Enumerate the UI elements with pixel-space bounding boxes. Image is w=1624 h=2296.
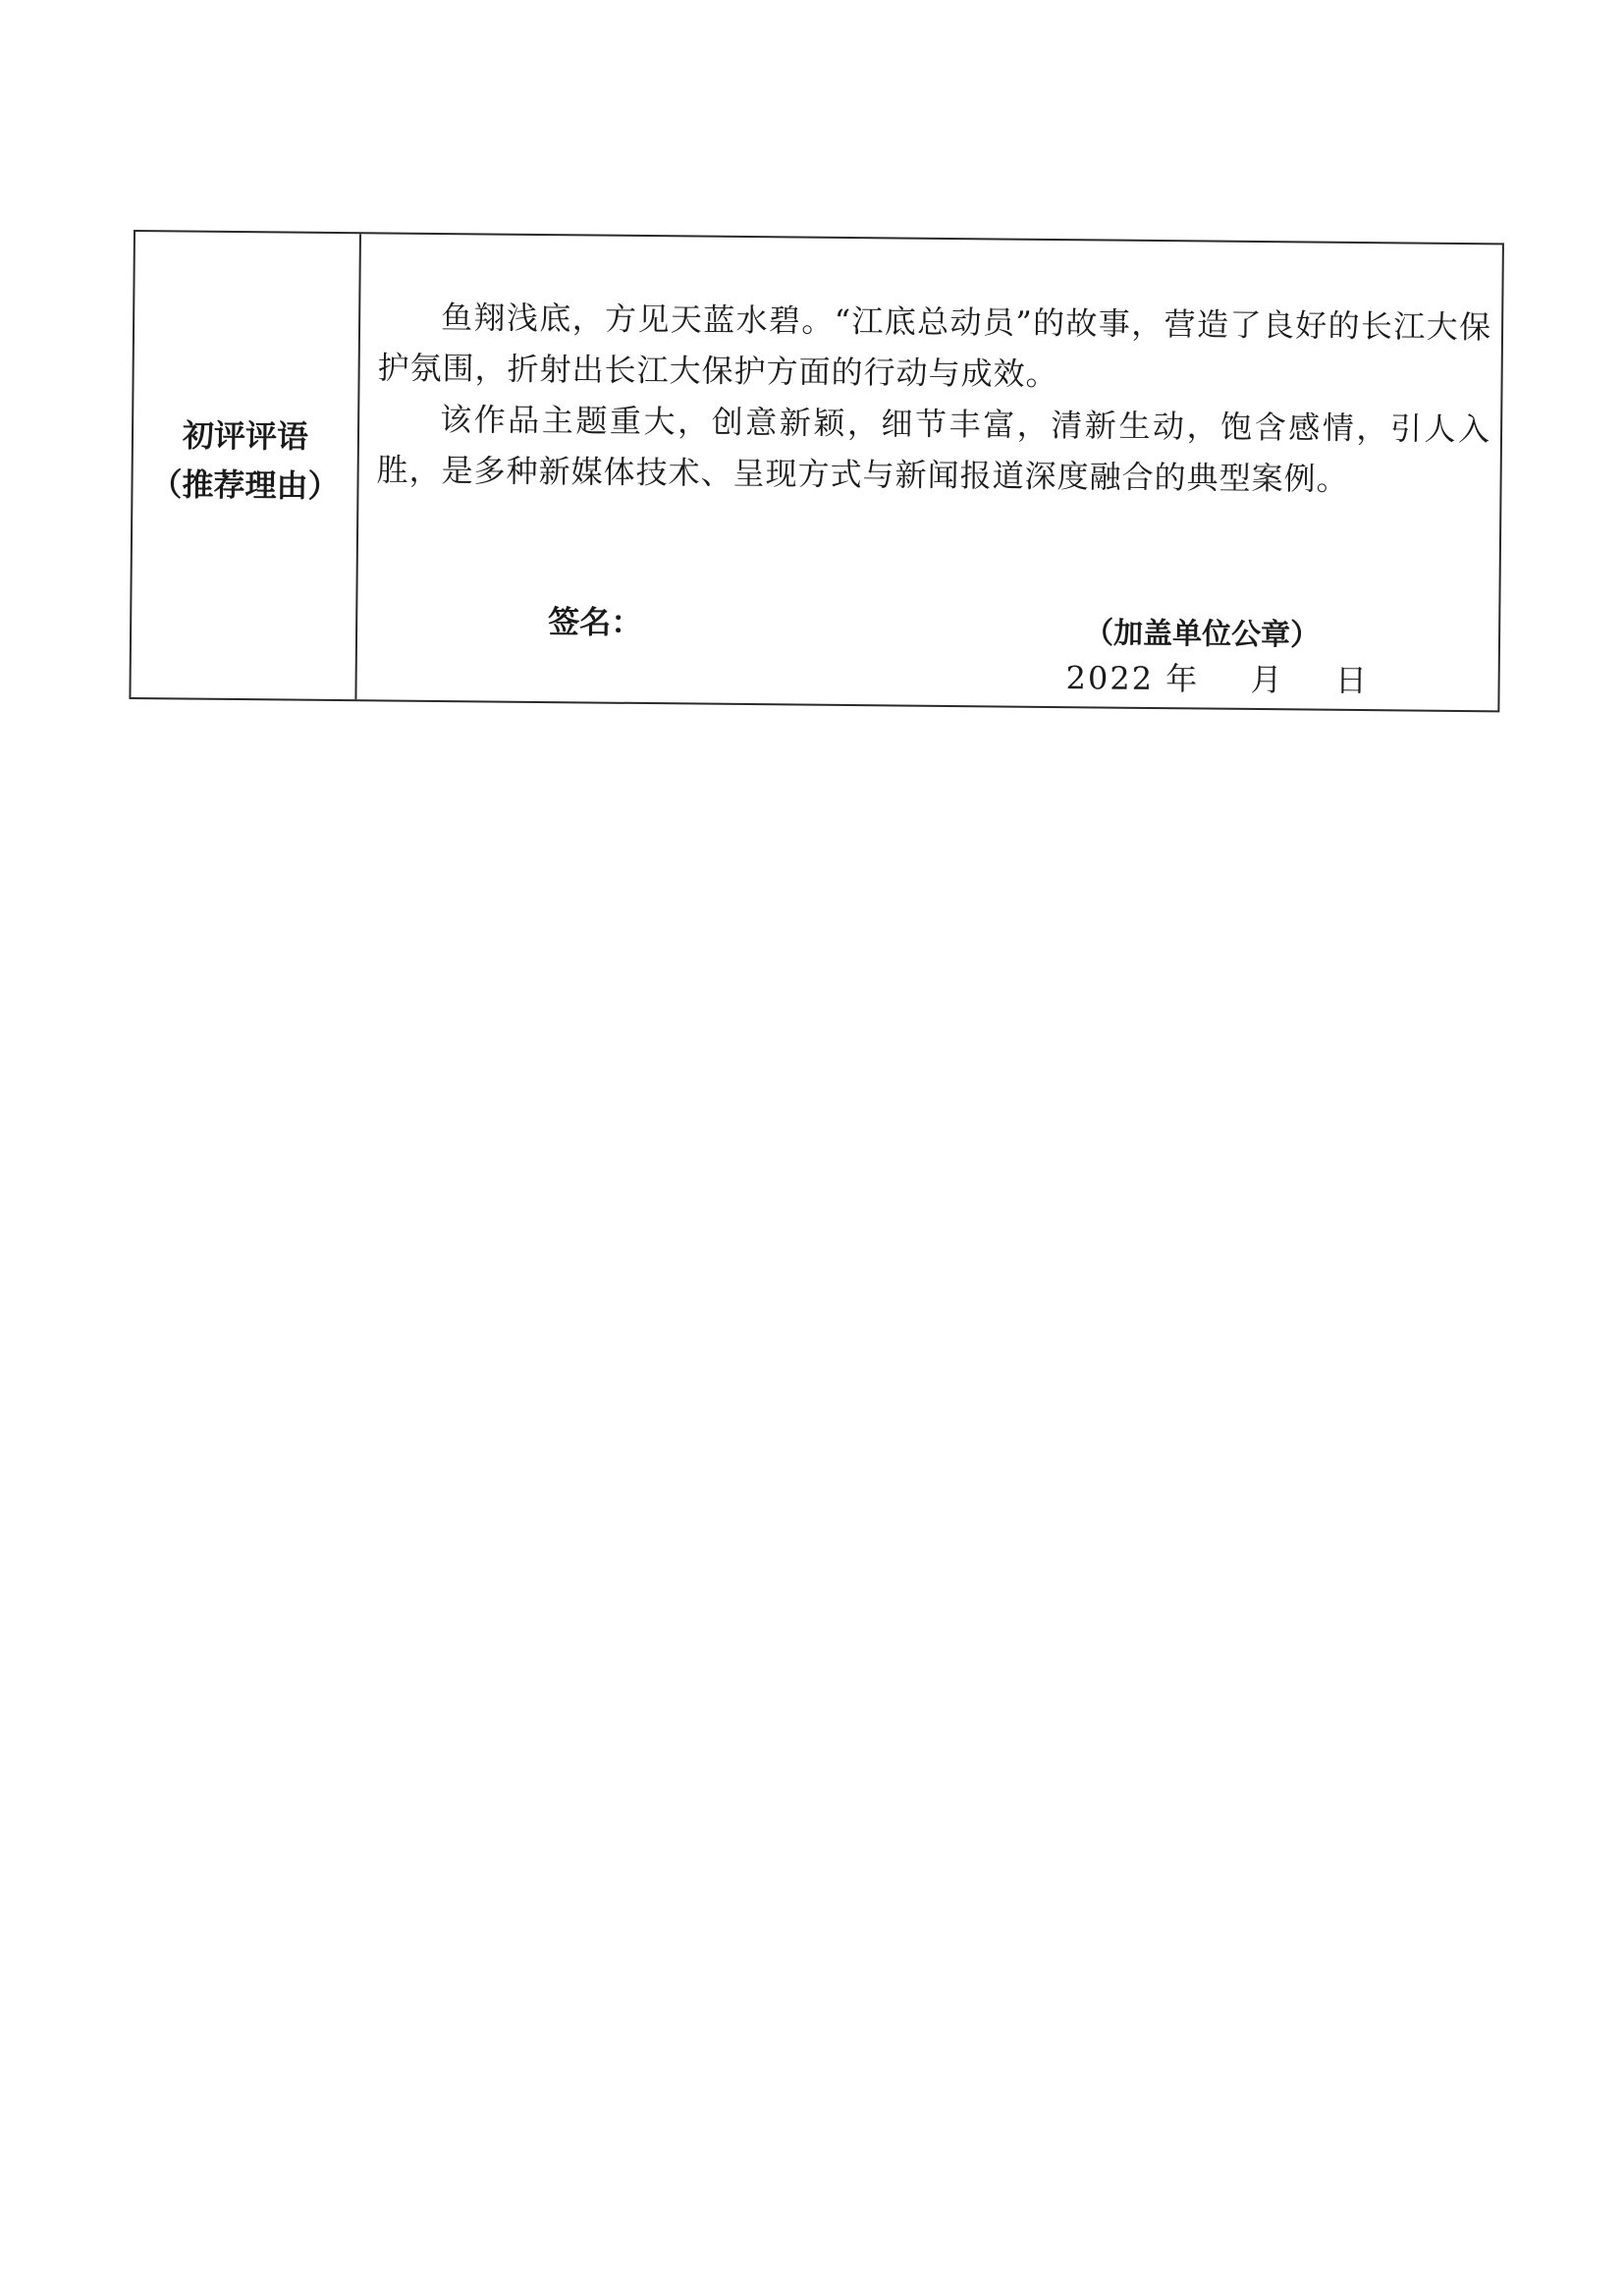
label-cell [131, 232, 361, 699]
seal-note: （加盖单位公章） [1083, 616, 1321, 653]
date-day-unit: 日 [1334, 661, 1370, 700]
date-month-unit: 月 [1250, 660, 1284, 699]
content-cell [356, 234, 1501, 710]
label-title: 初评评语 [182, 416, 309, 456]
review-paragraph-2: 该作品主题重大，创意新颖，细节丰富，清新生动，饱含感情，引人入胜，是多种新媒体技术、呈现方式与新闻报道深度融合的典型案例。 [376, 401, 1491, 498]
date-line [1065, 653, 1369, 701]
signature-label: 签名： [548, 603, 643, 641]
date-year-unit: 年 [1165, 660, 1200, 698]
date-year: 2022 [1065, 659, 1155, 697]
review-paragraph-1: 鱼翔浅底，方见天蓝水碧。“江底总动员”的故事，营造了良好的长江大保护氛围，折射出长江大保护方面的行动与成效。 [377, 299, 1492, 394]
label-subtitle: （推荐理由） [150, 465, 340, 506]
review-table [129, 230, 1504, 712]
